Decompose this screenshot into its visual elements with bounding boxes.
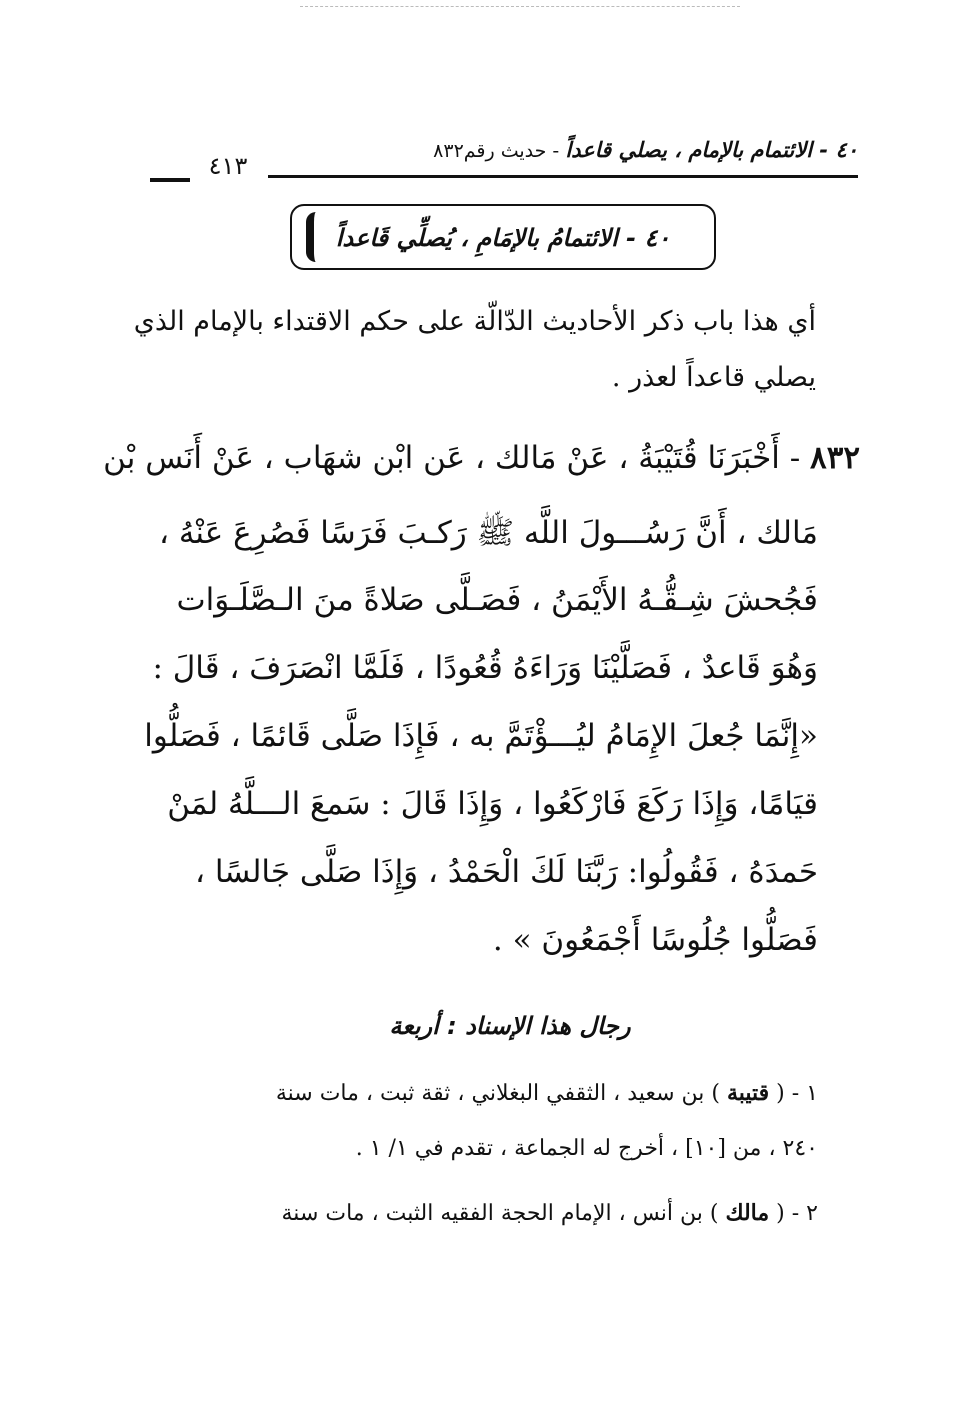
hadith-line: حَمدَهُ ، فَقُولُوا: رَبَّنَا لَكَ الْحَمْدُ ، وَإِذَا صَلَّى جَالسًا ، <box>195 854 818 890</box>
hadith-line: «إِنَّمَا جُعلَ الإِمَامُ ليُـــؤْتَمَّ به ، فَإِذَا صَلَّى قَائمًا ، فَصَلُّوا <box>144 718 818 754</box>
narrator-name: مالك <box>725 1200 770 1226</box>
narrator-details: ) بن أنس ، الإمام الحجة الفقيه الثبت ، مات سنة <box>281 1201 726 1226</box>
hadith-line: مَالك ، أَنَّ رَسُـــولَ اللَّه ﷺ رَكـبَ فَرَسًا فَصُرِعَ عَنْهُ ، <box>158 515 818 551</box>
running-header-chapter: ٤٠ - الائتمام بالإمام ، يصلي قاعداً <box>565 138 858 162</box>
narrator-index: ١ - ( <box>769 1081 818 1106</box>
chapter-title-box <box>290 204 716 270</box>
narrator-item <box>276 1080 818 1106</box>
scan-artifact-line <box>300 6 740 7</box>
header-rule-short <box>150 178 190 182</box>
narrator-item <box>282 1200 818 1226</box>
intro-line: يصلي قاعداً لعذر . <box>611 362 816 393</box>
header-rule <box>268 175 858 178</box>
hadith-text: - أَخْبَرَنَا قُتَيْبَةُ ، عَنْ مَالك ، عَن ابْن شهَاب ، عَنْ أَنَس بْن <box>103 440 811 476</box>
narrator-index: ٢ - ( <box>769 1201 818 1226</box>
narrator-details: ) بن سعيد ، الثقفي البغلاني ، ثقة ثبت ، مات سنة <box>275 1081 727 1106</box>
running-header-hadith-ref: - حديث رقم٨٣٢ <box>433 140 566 162</box>
chapter-title: ٤٠ - الائتمامُ بالإمَامِ ، يُصلِّي قَاعداً <box>335 224 671 252</box>
narrator-name: قتيبة <box>726 1080 770 1106</box>
hadith-line: فَجُحشَ شِـقُّـهُ الأَيْمَنُ ، فَصَـلَّى صَلاةً منَ الـصَّلَـوَات <box>176 582 818 618</box>
intro-line: أي هذا باب ذكر الأحاديث الدّالّة على حكم الاقتداء بالإمام الذي <box>133 306 816 337</box>
narrator-details-continued: ٢٤٠ ، من [١٠] ، أخرج له الجماعة ، تقدم في ١/ ١ . <box>355 1136 818 1161</box>
hadith-line: فَصَلُّوا جُلُوسًا أَجْمَعُونَ » . <box>492 922 818 958</box>
hadith-line <box>103 440 860 476</box>
hadith-number: ٨٣٢ <box>810 440 860 476</box>
page-number: ٤١٣ <box>208 152 248 180</box>
hadith-line: قيَامًا، وَإِذَا رَكَعَ فَارْكَعُوا ، وَإِذَا قَالَ : سَمعَ الـــلَّهُ لمَنْ <box>167 786 818 822</box>
running-header-title <box>338 138 858 162</box>
narrators-heading: رجال هذا الإسناد : أربعة <box>389 1012 631 1040</box>
hadith-line: وَهُوَ قَاعدٌ ، فَصَلَّيْنَا وَرَاءَهُ قُعُودًا ، فَلَمَّا انْصَرَفَ ، قَالَ : <box>152 650 818 686</box>
